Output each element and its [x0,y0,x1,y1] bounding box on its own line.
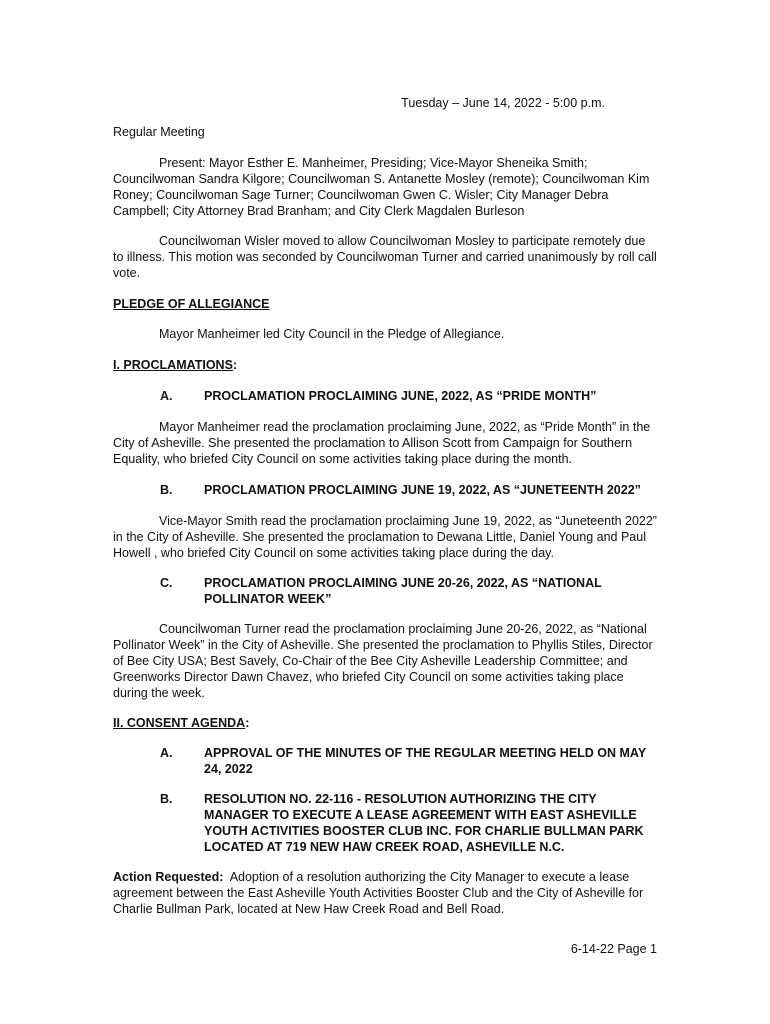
action-requested-label: Action Requested: [113,870,224,884]
action-requested-paragraph [113,869,658,917]
item-letter: B. [160,483,173,497]
proclamations-heading-text: I. PROCLAMATIONS [113,358,233,372]
item-title: RESOLUTION NO. 22-116 - RESOLUTION AUTHORIZING THE CITY MANAGER TO EXECUTE A LEASE AGREEMENT WITH EAST ASHEVILLE YOUTH ACTIVITIES BOOSTER CLUB INC. FOR CHARLIE BULLMAN PARK LOCATED AT 719 NEW HAW CREEK ROAD, ASHEVILLE N.C. [204,792,644,854]
item-title: PROCLAMATION PROCLAIMING JUNE 19, 2022, AS “JUNETEENTH 2022” [204,483,641,497]
consent-heading-colon: : [245,716,250,730]
proclamation-body: Councilwoman Turner read the proclamation proclaiming June 20-26, 2022, as “National Pollinator Week” in the City of Asheville. She presented the proclamation to Phyllis Stiles, Director of Bee City USA; Best Savely, Co-Chair of the Bee City Asheville Leadership Committee; and Greenworks Director Dawn Chavez, who briefed City Council on some activities taking place during the week. [113,622,653,700]
proclamation-body: Mayor Manheimer read the proclamation proclaiming June, 2022, as “Pride Month” in the City of Asheville. She presented the proclamation to Allison Scott from Campaign for Southern Equality, who briefed City Council on some activities taking place during the month. [113,420,651,466]
item-title: APPROVAL OF THE MINUTES OF THE REGULAR MEETING HELD ON MAY 24, 2022 [204,746,646,776]
item-letter: B. [160,792,173,806]
item-title: PROCLAMATION PROCLAIMING JUNE 20-26, 2022, AS “NATIONAL POLLINATOR WEEK” [204,576,602,606]
proclamations-heading [113,357,658,373]
item-letter: A. [160,746,173,760]
date-line: Tuesday – June 14, 2022 - 5:00 p.m. [401,96,605,110]
meeting-type: Regular Meeting [113,125,205,139]
page-footer: 6-14-22 Page 1 [570,942,657,956]
proclamations-heading-colon: : [232,358,238,372]
item-letter: A. [160,389,173,403]
action-requested-text: Adoption of a resolution authorizing the City Manager to execute a lease agreement between the East Asheville Youth Activities Booster Club and the City of Asheville for Charlie Bullman Park, located at New Haw Creek Road and Bell Road. [113,870,647,916]
pledge-text: Mayor Manheimer led City Council in the Pledge of Allegiance. [159,327,505,341]
item-letter: C. [160,576,173,590]
consent-heading-text: II. CONSENT AGENDA [113,716,246,730]
consent-heading [113,715,658,731]
present-paragraph: Present: Mayor Esther E. Manheimer, Presiding; Vice-Mayor Sheneika Smith; Councilwoman Sandra Kilgore; Councilwoman S. Antanette Mosley (remote); Councilwoman Kim Roney; Councilwoman Sage Turner; Councilwoman Gwen C. Wisler; City Manager Debra Campbell; City Attorney Brad Branham; and City Clerk Magdalen Burleson [113,156,650,218]
proclamation-body: Vice-Mayor Smith read the proclamation proclaiming June 19, 2022, as “Juneteenth 2022” in the City of Asheville. She presented the proclamation to Dewana Little, Daniel Young and Paul Howell , who briefed City Council on some activities taking place during the day. [113,514,657,560]
pledge-heading: PLEDGE OF ALLEGIANCE [113,297,270,311]
remote-motion-paragraph: Councilwoman Wisler moved to allow Councilwoman Mosley to participate remotely due to illness. This motion was seconded by Councilwoman Turner and carried unanimously by roll call vote. [113,234,657,280]
item-title: PROCLAMATION PROCLAIMING JUNE, 2022, AS “PRIDE MONTH” [204,389,597,403]
